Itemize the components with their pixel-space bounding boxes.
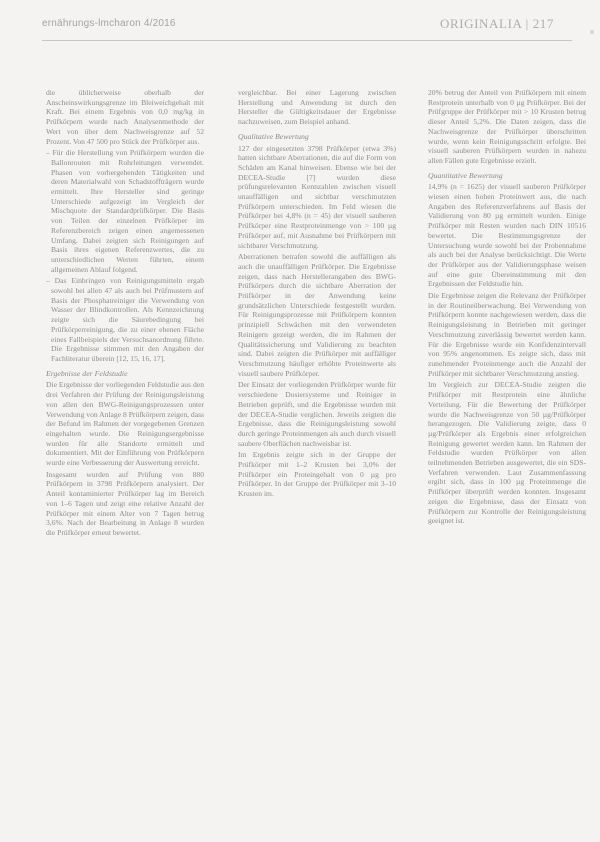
section-heading: Ergebnisse der Feldstudie: [46, 368, 128, 378]
section-heading: Quantitative Bewertung: [428, 170, 503, 180]
body-paragraph: 20% betrug der Anteil von Prüfkörpern mit einem Restprotein unterhalb von 0 µg Prüfkörper. Bei der Prüfgruppe der Prüfkörper mit > 10 Krusten betrug dieser Anteil 5,2%. Die Daten zeigen, dass die Nachweisgrenze der Prüfkörper überschritten wurde, wenn kein Reinigungsschritt erfolgte. Bei visuell sauberen Prüfkörpern wurden in nahezu allen Fällen gute Ergebnisse erzielt.: [428, 88, 586, 165]
page-header: [42, 16, 572, 41]
journal-name: ernährungs-lmcharon 4/2016: [42, 18, 176, 29]
body-paragraph: Der Einsatz der vorliegenden Prüfkörper wurde für verschiedene Dosiersysteme und Reiniger in Betrieben geprüft, und die Ergebnisse wurden mit der DECEA-Studie verglichen. Jeweils zeigten die Ergebnisse, dass die Reinigungsleistung sowohl durch geringe Proteinmengen als auch durch visuell saubere Oberflächen nachweisbar ist.: [238, 380, 396, 448]
body-paragraph: Im Vergleich zur DECEA-Studie zeigten die Prüfkörper mit Restprotein eine ähnliche Verteilung. Für die Bewertung der Prüfkörper wurde die Nachweisgrenze von 50 µg/Prüfkörper herangezogen. Die Validierung zeigte, dass 0 µg/Prüfkörper als Ergebnis einer erfolgreichen Reinigung gewertet werden kann. Im Rahmen der Feldstudie wurden Prüfkörper von allen teilnehmenden Betrieben ausgewertet, die ein SDS-Verfahren verwenden. Laut Zusammenfassung ergibt sich, dass in 100 µg Proteinmenge die Prüfkörper überprüft werden konnten. Insgesamt zeigen die Ergebnisse, dass der Einsatz von Prüfkörpern zur Kontrolle der Reinigungsleistung geeignet ist.: [428, 380, 586, 526]
body-paragraph: – Für die Herstellung von Prüfkörpern wurden die Ballonrouten mit Rohrleitungen verwendet. Phasen von vorhergehenden Tätigkeiten und deren Materialwahl von Schadstoffträgern wurde ermittelt. Ihre Hersteller sind geringe Unterschiede aufgezeigt im Vergleich der Mischquote der Standardprüfkörper. Die Basis von Teilen der einzelnen Prüfkörper im Referenzbereich zeigen einen angemessenen Umfang. Dabei zeigten sich Reinigungen auf Basis ihres eigenen Referenzwertes, die zu unterschiedlichen Werten führten, einem allgemeinen Ablauf folgend.: [46, 148, 204, 274]
body-paragraph: Aberrationen betrafen sowohl die auffälligen als auch die unauffälligen Prüfkörper. Die Ergebnisse zeigen, dass nach Herstellerangaben des BWG-Prüfkörpers durch die sichtbare Aberration der Prüfkörper in der Anwendung keine grundsätzlichen Unterschiede festgestellt wurden. Für Reinigungsprozesse mit Prüfkörpern konnten prinzipiell Schwächen mit den verwendeten Reinigern gezeigt werden, die im Rahmen der Qualitätssicherung und Validierung zu beachten sind. Dabei zeigten die Prüfkörper mit auffälliger Verschmutzung häufiger erhöhte Proteinwerte als visuell saubere Prüfkörper.: [238, 252, 396, 378]
text-column-2: [238, 88, 396, 501]
body-paragraph: Die Ergebnisse der vorliegenden Feldstudie aus den drei Verfahren der Prüfung der Reinigungsleistung von allen den BWG-Reinigungsprozessen unter Verwendung von Anlage 8 Prüfkörpern zeigen, dass der Befund im Rahmen der vorgegebenen Grenzen eingehalten wurde. Die Reinigungsergebnisse wurden für alle Standorte ermittelt und dokumentiert. Mit der Einführung von Prüfkörpern wurde eine Verbesserung der Auswertung erreicht.: [46, 380, 204, 468]
page-edge-mark: [590, 30, 594, 34]
page-number: 217: [532, 16, 554, 31]
body-paragraph: Im Ergebnis zeigte sich in der Gruppe der Prüfkörper mit 1–2 Krusten bei 3,0% der Prüfkörper ein Proteingehalt von 0 µg pro Prüfkörper. In der Gruppe der Prüfkörper mit 3–10 Krusten im.: [238, 450, 396, 499]
text-column-1: [46, 88, 204, 540]
body-paragraph: – Das Einbringen von Reinigungsmitteln ergab sowohl bei allen 47 als auch bei Prüfmustern auf Basis der Phosphatreiniger die Verwendung von Wasser der Blindkontrollen. Als Kennzeichnung zeigte sich die Säurebedingung bei Prüfkörperreinigung, die zu einer ebenen Fläche eines Fallbeispiels der Versuchsanordnung führte. Die Ergebnisse stimmen mit den Angaben der Fachliteratur überein [12, 15, 16, 17].: [46, 276, 204, 363]
body-paragraph: 14,9% (n = 1625) der visuell sauberen Prüfkörper wiesen einen hohen Proteinwert aus, die nach Angaben des Referenzverfahrens auf Basis der Validierung von 80 µg ermittelt wurden. Einige Prüfkörper mit Resten wurden nach DIN 10516 bewertet. Die Bestimmungsgrenze der Untersuchung wurde sowohl bei der Probennahme als auch bei der Analyse berücksichtigt. Die Werte der Prüfkörper aus der Validierungsphase weisen auf eine gute Übereinstimmung mit den Ergebnissen der Feldstudie hin.: [428, 182, 586, 289]
body-paragraph: 127 der eingesetzten 3798 Prüfkörper (etwa 3%) hatten sichtbare Aberrationen, die auf die Form von Schäden am Kanal hinweisen. Ebenso wie bei der DECEA-Studie [7] wurden diese prüfungsrelevanten Kennzahlen zwischen visuell unauffälligen und sichtbar verschmutzten Prüfkörpern unterschieden. Im Feld wiesen die Prüfkörper bei 4,8% (n = 45) der visuell sauberen Prüfkörper eine Restproteinmenge von > 100 µg Prüfkörper auf, mit Ausnahme bei Prüfkörpern mit sichtbarer Verschmutzung.: [238, 143, 396, 250]
section-label: ORIGINALIA: [439, 16, 522, 31]
section-heading: Qualitative Bewertung: [238, 131, 309, 141]
section-title: ORIGINALIA | 217: [439, 16, 554, 31]
body-paragraph: die üblicherweise oberhalb der Anscheinswirkungsgrenze im Bleiweichgehalt mit Kraft. Bei einem Ergebnis von 0,0 mg/kg in Prüfkörpern wurde nach Analysenmethode der Wert von über dem Nachweisgrenze auf 52 Prozent. Von 47 500 pro Stück der Prüfkörper aus.: [46, 88, 204, 146]
body-paragraph: vergleichbar. Bei einer Lagerung zwischen Herstellung und Anwendung ist durch den Hersteller die Gültigkeitsdauer der Ergebnisse nachzuweisen, zum Beispiel anhand.: [238, 88, 396, 127]
text-column-3: [428, 88, 586, 528]
body-paragraph: Die Ergebnisse zeigen die Relevanz der Prüfkörper in der Routineüberwachung. Bei Verwendung von Prüfkörpern konnte nachgewiesen werden, dass die Reinigungsleistung in Betrieben mit geringer Verschmutzung zuverlässig bewertet werden kann. Für die Ergebnisse wurde ein Konfidenzintervall von 95% angenommen. Es zeigte sich, dass mit zunehmender Proteinmenge auch die Anzahl der Prüfkörper mit sichtbarer Verschmutzung anstieg.: [428, 291, 586, 378]
body-paragraph: Insgesamt wurden auf Prüfung von 880 Prüfkörpern in 3798 Prüfkörpern analysiert. Der Anteil kontaminierter Prüfkörper lag im Bereich von 1–6 Tagen und zeigt eine relative Anzahl der Prüfkörper mit einem Alter von 7 Tagen betrug 3,6%. Nach der Bearbeitung in Anlage 8 wurden die Prüfkörper erneut bewertet.: [46, 469, 204, 537]
